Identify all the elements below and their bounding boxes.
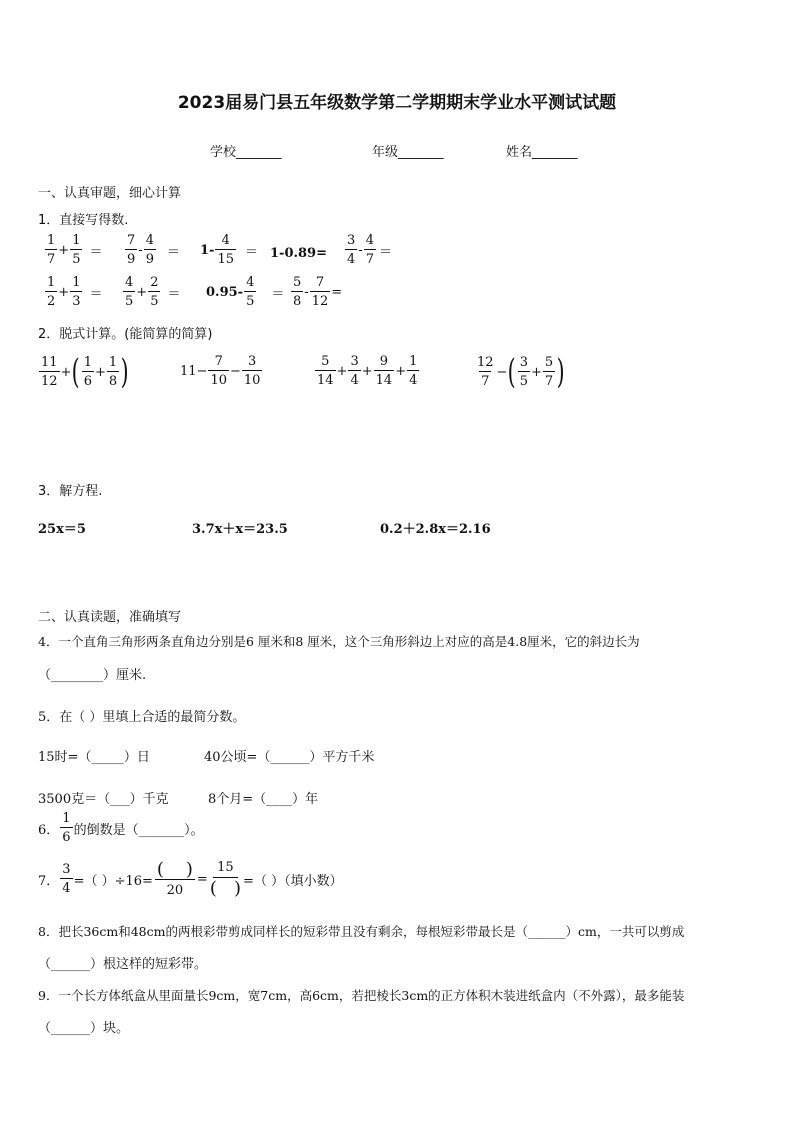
q1-r1-c: 1- $\frac{4}{15}$ ＝ (200, 233, 259, 267)
q1-r2-b: $\frac{4}{5}$ + $\frac{2}{5}$ ＝ (125, 275, 181, 309)
q3-label: 3．解方程. (38, 484, 103, 499)
grade-field[interactable]: 年级_______ (372, 145, 444, 160)
q1-r2-a: $\frac{1}{2}$ + $\frac{1}{3}$ ＝ (47, 275, 103, 309)
q2-expr1: $\frac{11}{12}$ + ( $\frac{1}{6}$ + $\frac{1}{8}$ ) (41, 352, 129, 392)
q6: 6． $\frac{1}{6}$ 的倒数是（_______）。 (38, 811, 204, 845)
q1-r1-a: $\frac{1}{7}$ + $\frac{1}{5}$ ＝ (47, 233, 103, 267)
q1-r1-b: $\frac{7}{9}$ - $\frac{4}{9}$ ＝ (127, 233, 180, 267)
q8-line1: 8．把长36cm和48cm的两根彩带剪成同样长的短彩带且没有剩余，每根短彩带最长是（______）cm，一共可以剪成 (38, 924, 685, 939)
q2-label: 2．脱式计算。(能简算的简算) (38, 327, 213, 342)
q2-expr2: 11 − $\frac{7}{10}$ − $\frac{3}{10}$ (180, 354, 261, 388)
q7: 7． $\frac{3}{4}$ =（ ）÷16= ( ) 20 = 15 ( ) =（ ）（填小数） (38, 860, 343, 898)
q5-label: 5．在（ ）里填上合适的最简分数。 (38, 710, 246, 725)
q3-eq3: 0.2＋2.8x＝2.16 (380, 522, 491, 537)
q8-line2: （______）根这样的短彩带。 (38, 957, 208, 972)
q1-label: 1．直接写得数. (38, 213, 129, 228)
section1-heading: 一、认真审题，细心计算 (38, 186, 182, 201)
page-title: 2023届易门县五年级数学第二学期期末学业水平测试试题 (177, 93, 617, 113)
school-field[interactable]: 学校_______ (210, 145, 282, 160)
q5-c: 3500克＝（___）千克 (38, 792, 169, 807)
q1-r1-d: 1-0.89= (270, 246, 327, 261)
q9-line2: （______）块。 (38, 1021, 130, 1036)
q3-eq2: 3.7x＋x＝23.5 (192, 522, 288, 537)
section2-heading: 二、认真读题，准确填写 (38, 610, 182, 625)
name-field[interactable]: 姓名_______ (506, 145, 578, 160)
q4-line1: 4．一个直角三角形两条直角边分别是6 厘米和8 厘米，这个三角形斜边上对应的高是4.8厘米，它的斜边长为 (38, 634, 640, 649)
q4-line2: （________）厘米. (38, 668, 147, 683)
q2-expr4: $\frac{12}{7}$ − ( $\frac{3}{5}$ + $\frac{5}{7}$ ) (477, 352, 565, 392)
q5-d: 8个月=（____）年 (208, 792, 319, 807)
q5-b: 40公顷=（______）平方千米 (204, 750, 375, 765)
q9-line1: 9．一个长方体纸盒从里面量长9cm，宽7cm，高6cm，若把棱长3cm的正方体积木装进纸盒内（不外露），最多能装 (38, 988, 685, 1003)
q1-r1-e: $\frac{3}{4}$ - $\frac{4}{7}$ ＝ (347, 233, 392, 267)
q5-a: 15时=（_____）日 (38, 750, 150, 765)
q1-r2-c: 0.95- $\frac{4}{5}$ ＝ (206, 275, 285, 309)
q2-expr3: $\frac{5}{14}$ + $\frac{3}{4}$ + $\frac{9}{14}$ + $\frac{1}{4}$ (317, 354, 418, 388)
q1-r2-d: $\frac{5}{8}$ - $\frac{7}{12}$ = (293, 275, 343, 309)
q3-eq1: 25x＝5 (38, 522, 86, 537)
